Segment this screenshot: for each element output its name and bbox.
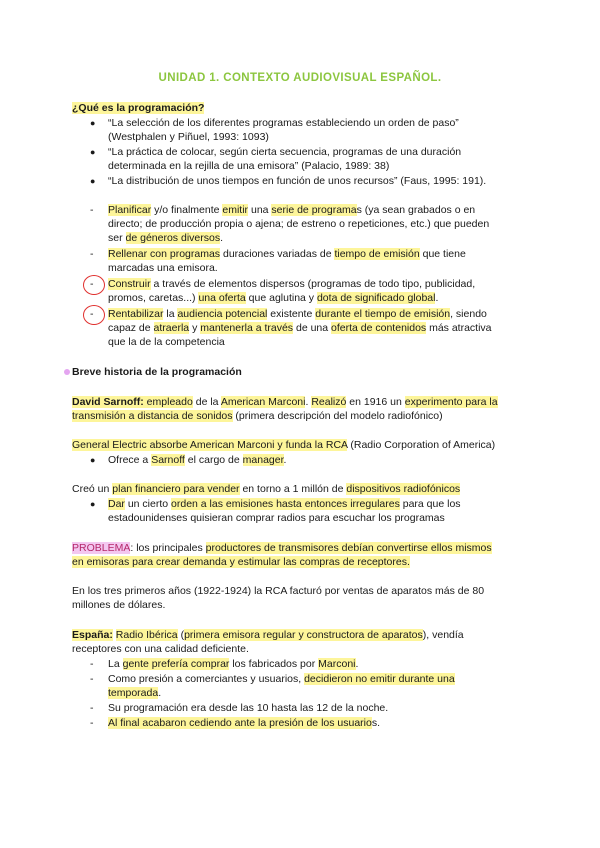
definition-2-line-1: “La práctica de colocar, según cierta secuencia, programas de una duración	[108, 146, 462, 158]
item-rentabilizar-line-1: Rentabilizar la audiencia potencial existente durante el tiempo de emisión, siendo	[108, 308, 487, 320]
problema-line-1: PROBLEMA: los principales productores de transmisores debían convertirse ellos mismos	[72, 542, 492, 554]
item-rentabilizar-line-2: capaz de atraerla y mantenerla a través de una oferta de contenidos más atractiva	[108, 322, 492, 334]
definition-1-line-1: “La selección de los diferentes programas estableciendo un orden de paso”	[108, 117, 459, 129]
definition-3-line-1: “La distribución de unos tiempos en función de unos recursos” (Faus, 1995: 191).	[108, 175, 487, 187]
dash-marker: -	[90, 308, 94, 320]
sarnoff-line-2: transmisión a distancia de sonidos (primera descripción del modelo radiofónico)	[72, 410, 443, 422]
espana-item-1: La gente prefería comprar los fabricados por Marconi.	[108, 658, 359, 670]
bullet-marker: ●	[90, 499, 96, 509]
espana-item-2-line-2: temporada.	[108, 687, 162, 699]
item-rellenar-line-1: Rellenar con programas duraciones variadas de tiempo de emisión que tiene	[108, 248, 466, 260]
red-circle-annotation	[83, 275, 105, 295]
bullet-marker: ●	[90, 176, 96, 186]
espana-line-2: receptores con una calidad deficiente.	[72, 643, 249, 655]
espana-item-3: Su programación era desde las 10 hasta las 12 de la noche.	[108, 702, 389, 714]
item-planificar-line-1: Planificar y/o finalmente emitir una serie de programas (ya sean grabados o en	[108, 204, 476, 216]
problema-line-2: en emisoras para crear demanda y estimular las compras de receptores.	[72, 556, 410, 568]
bullet-marker: ●	[90, 118, 96, 128]
bullet-marker: ●	[90, 147, 96, 157]
dash-marker: -	[90, 204, 94, 216]
rca-line-1: En los tres primeros años (1922-1924) la RCA facturó por ventas de aparatos más de 80	[72, 585, 485, 597]
item-construir-line-2: promos, caretas...) una oferta que aglutina y dota de significado global.	[108, 292, 439, 304]
ge-bullet-line: Ofrece a Sarnoff el cargo de manager.	[108, 454, 287, 466]
section-heading-historia: Breve historia de la programación	[72, 366, 242, 378]
rca-line-2: millones de dólares.	[72, 599, 166, 611]
dash-marker: -	[90, 278, 94, 290]
plan-bullet-line-2: estadounidenses quisieran comprar radios para escuchar los programas	[108, 512, 445, 524]
definition-2-line-2: determinada en la rejilla de una emisora” (Palacio, 1989: 38)	[108, 160, 390, 172]
document-title: UNIDAD 1. CONTEXTO AUDIOVISUAL ESPAÑOL.	[158, 72, 442, 84]
section-heading-programacion: ¿Qué es la programación?	[72, 102, 205, 114]
item-rentabilizar-line-3: que la de la competencia	[108, 336, 225, 348]
item-planificar-line-2: directo; de producción propia o ajena; de estreno o repeticiones, etc.) que pueden	[108, 218, 490, 230]
espana-item-2-line-1: Como presión a comerciantes y usuarios, decidieron no emitir durante una	[108, 673, 455, 685]
espana-item-4: Al final acabaron cediendo ante la presión de los usuarios.	[108, 717, 381, 729]
dash-marker: -	[90, 248, 94, 260]
red-circle-annotation	[83, 305, 105, 325]
definition-1-line-2: (Westphalen y Piñuel, 1993: 1093)	[108, 131, 269, 143]
dash-marker: -	[90, 717, 94, 729]
pink-highlight-dot	[64, 369, 70, 375]
bullet-marker: ●	[90, 455, 96, 465]
plan-line: Creó un plan financiero para vender en torno a 1 millón de dispositivos radiofónicos	[72, 483, 461, 495]
item-rellenar-line-2: marcadas una emisora.	[108, 262, 218, 274]
plan-bullet-line-1: Dar un cierto orden a las emisiones hasta entonces irregulares para que los	[108, 498, 461, 510]
dash-marker: -	[90, 673, 94, 685]
item-construir-line-1: Construir a través de elementos dispersos (programas de todo tipo, publicidad,	[108, 278, 476, 290]
dash-marker: -	[90, 658, 94, 670]
dash-marker: -	[90, 702, 94, 714]
sarnoff-line-1: David Sarnoff: empleado de la American Marconi. Realizó en 1916 un experimento para la	[72, 396, 498, 408]
general-electric-line: General Electric absorbe American Marconi y funda la RCA (Radio Corporation of America)	[72, 439, 496, 451]
espana-line-1: España: Radio Ibérica (primera emisora regular y constructora de aparatos), vendía	[72, 629, 464, 641]
item-planificar-line-3: ser de géneros diversos.	[108, 232, 223, 244]
